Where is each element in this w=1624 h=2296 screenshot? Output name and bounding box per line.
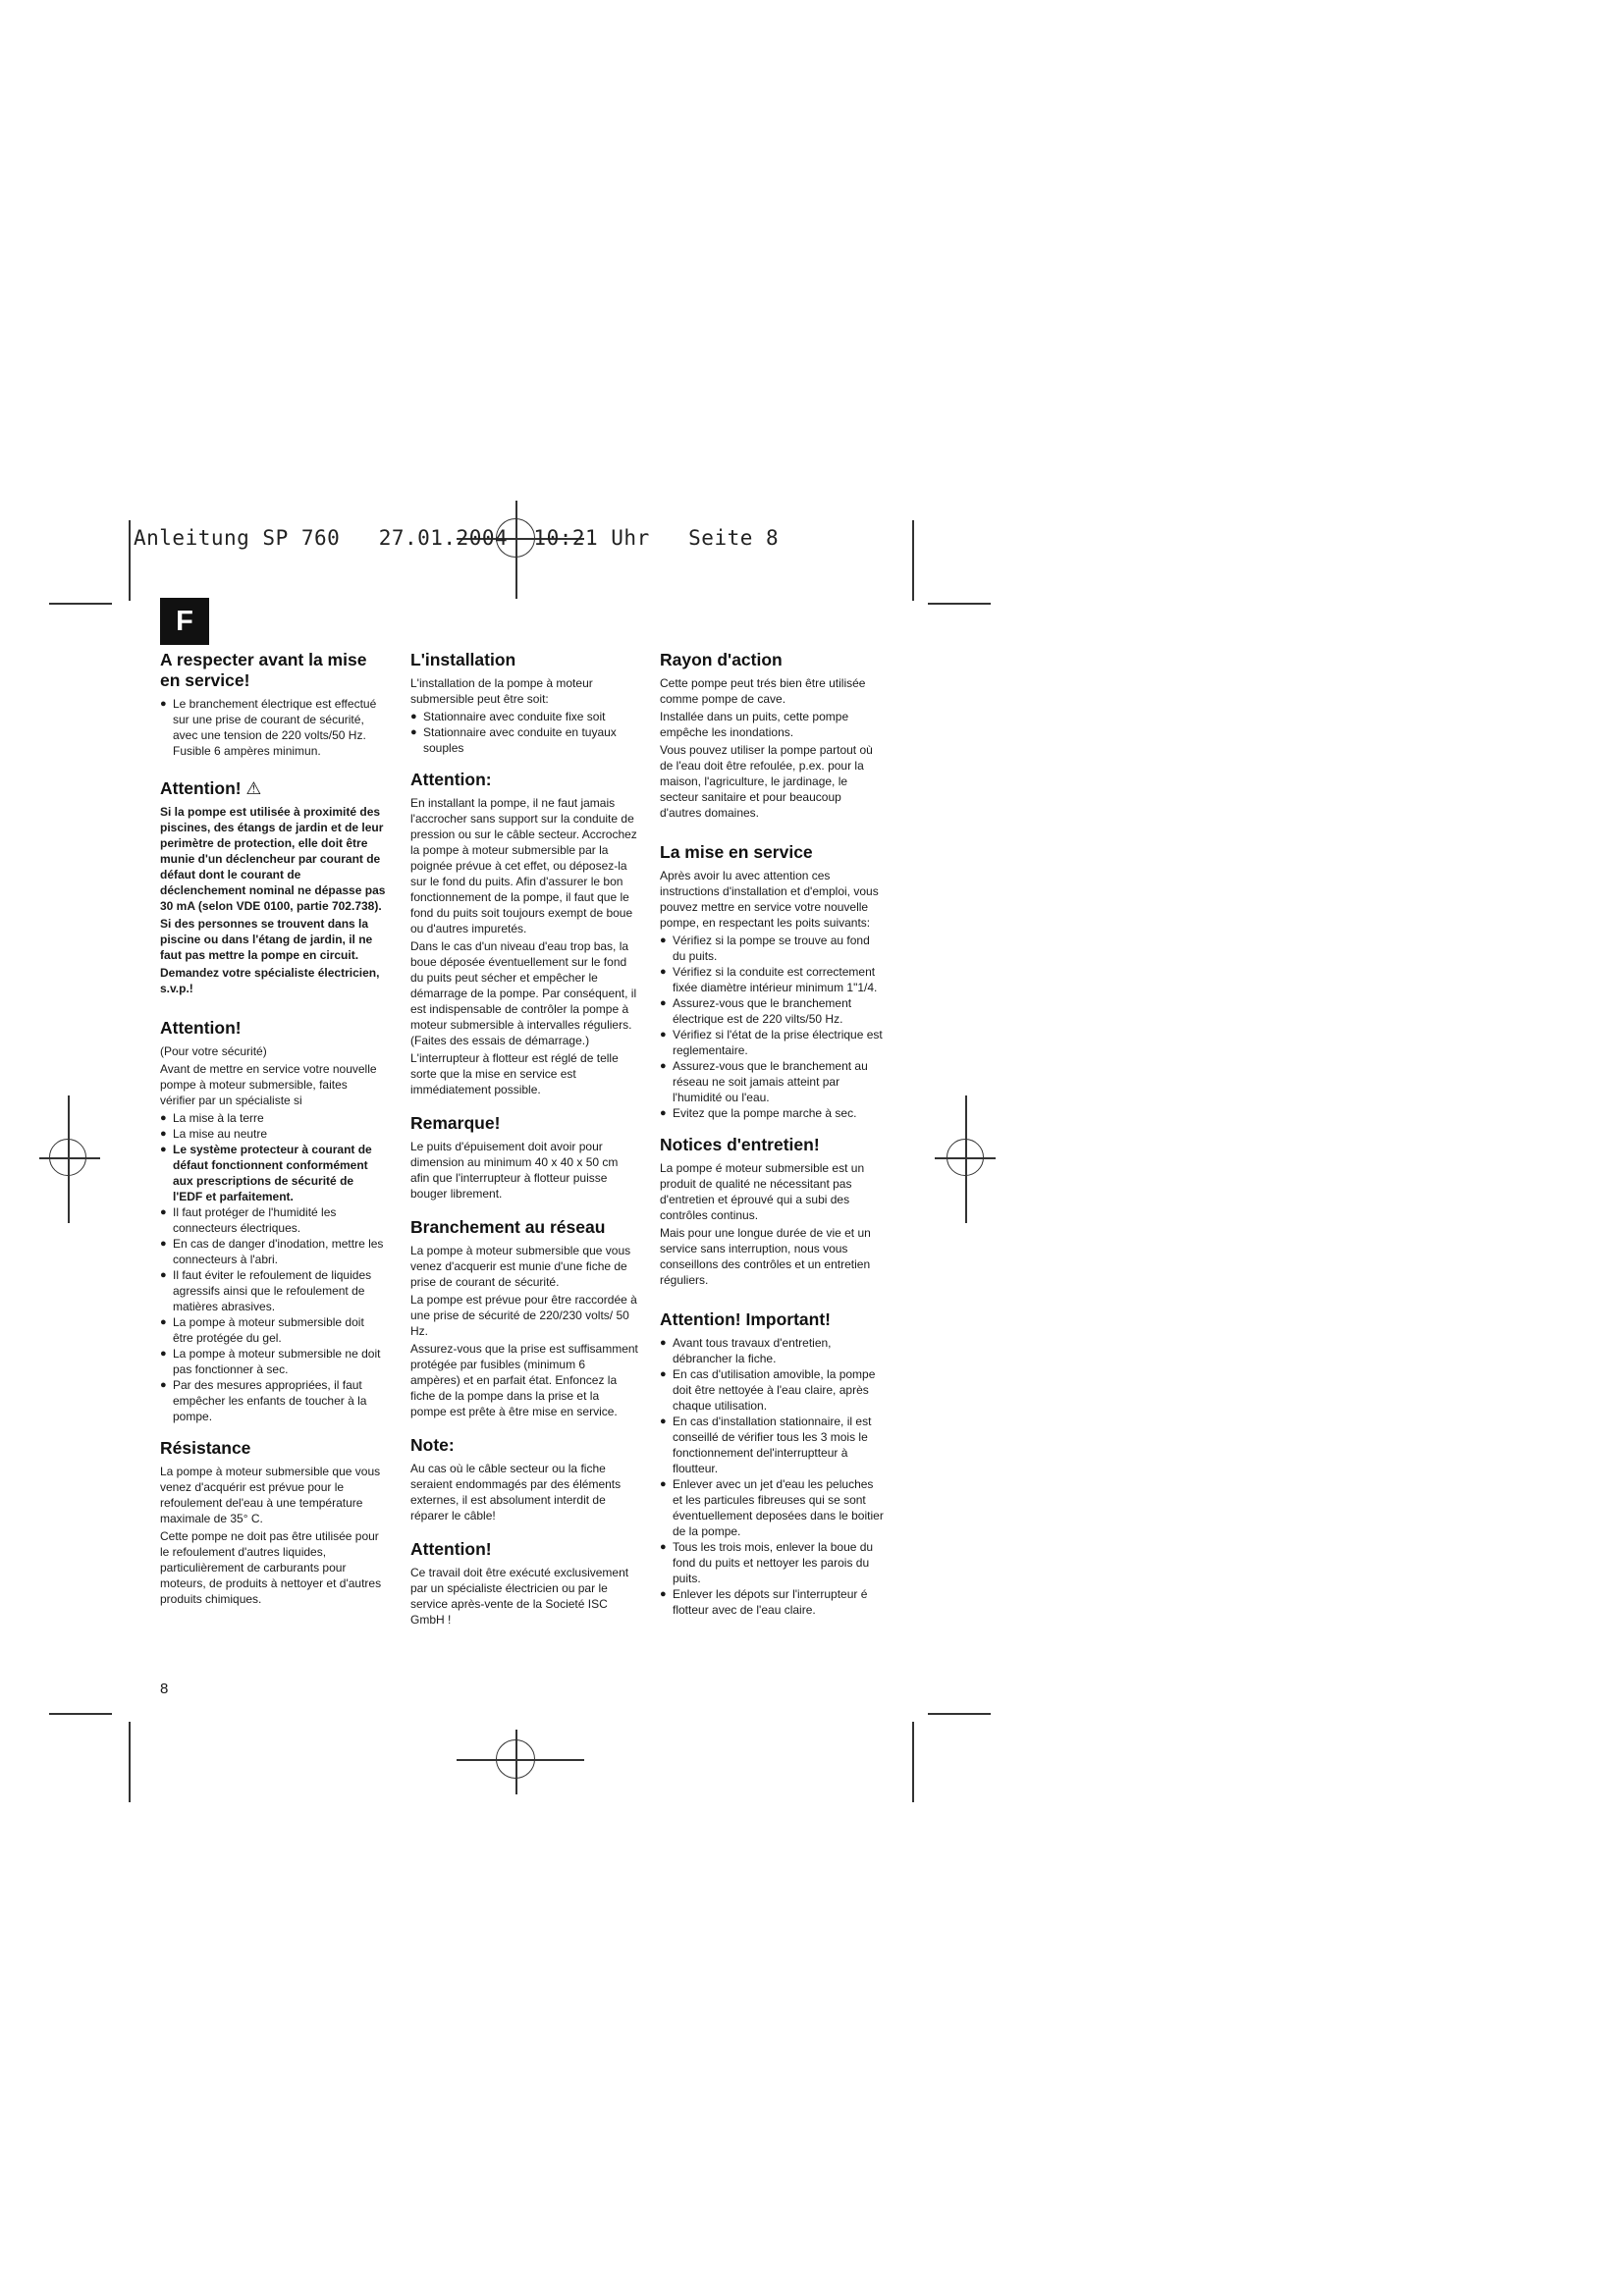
list-checks (160, 1110, 386, 1424)
crop-mark (912, 520, 914, 601)
paragraph: Après avoir lu avec attention ces instructions d'installation et d'emploi, vous pouvez mettre en service votre nouvelle pompe, en respectant les poits suivants: (660, 869, 879, 930)
list-item: ● Stationnaire avec conduite en tuyaux souples (410, 724, 638, 756)
paragraph: Ce travail doit être exécuté exclusivement par un spécialiste électricien ou par le service après-vente de la Societé ISC GmbH ! (410, 1566, 629, 1627)
paragraph: Mais pour une longue durée de vie et un service sans interruption, nous vous conseillons des contrôles et un entretien réguliers. (660, 1226, 871, 1287)
list-item: ● Vérifiez si la conduite est correctement fixée diamètre intérieur minimum 1"1/4. (660, 964, 886, 995)
heading-attention-install: Attention: (410, 770, 492, 789)
paragraph: La pompe à moteur submersible que vous venez d'acquerir est munie d'une fiche de prise de courant de sécurité. (410, 1244, 631, 1289)
column-1 (160, 650, 386, 1609)
list-item: ● En cas d'utilisation amovible, la pompe doit être nettoyée à l'eau claire, après chaque utilisation. (660, 1366, 886, 1414)
crop-mark (928, 603, 991, 605)
crop-mark (129, 520, 131, 601)
list-item: ● La mise au neutre (160, 1126, 386, 1142)
list-item: ● En cas de danger d'inodation, mettre les connecteurs à l'abri. (160, 1236, 386, 1267)
paragraph: La pompe é moteur submersible est un produit de qualité ne nécessitant pas d'entretien et éprouvé qui a subi des contrôles continus. (660, 1161, 865, 1222)
heading-rayon: Rayon d'action (660, 650, 783, 669)
list-item: ● Enlever les dépots sur l'interrupteur é flotteur avec de l'eau claire. (660, 1586, 886, 1618)
heading-mise-en-service: La mise en service (660, 842, 813, 862)
warning-text: Demandez votre spécialiste électricien, s.v.p.! (160, 966, 380, 995)
column-2 (410, 650, 638, 1629)
list-item: ● La pompe à moteur submersible doit être protégée du gel. (160, 1314, 386, 1346)
heading-important: Attention! Important! (660, 1309, 831, 1329)
crop-mark (49, 603, 112, 605)
paragraph: Cette pompe peut trés bien être utilisée comme pompe de cave. (660, 676, 866, 706)
list-item: ● Tous les trois mois, enlever la boue du fond du puits et nettoyer les parois du puits. (660, 1539, 886, 1586)
list-item: ● Par des mesures appropriées, il faut empêcher les enfants de toucher à la pompe. (160, 1377, 386, 1424)
list-mise-en-service (660, 933, 886, 1121)
list-item: ● La mise à la terre (160, 1110, 386, 1126)
paragraph: (Pour votre sécurité) (160, 1044, 267, 1058)
crop-mark (129, 1722, 131, 1802)
list-item: ● Il faut protéger de l'humidité les connecteurs électriques. (160, 1204, 386, 1236)
heading-attention-warning: Attention! ⚠ (160, 778, 262, 798)
crop-mark (928, 1713, 991, 1715)
crop-mark (912, 1722, 914, 1802)
heading-branchement: Branchement au réseau (410, 1217, 606, 1237)
list-item: ● Stationnaire avec conduite fixe soit (410, 709, 638, 724)
list-item: ● Assurez-vous que le branchement électrique est de 220 vilts/50 Hz. (660, 995, 886, 1027)
list-item: ● Vérifiez si l'état de la prise électrique est reglementaire. (660, 1027, 886, 1058)
warning-text: Si des personnes se trouvent dans la piscine ou dans l'étang de jardin, il ne faut pas mettre la pompe en circuit. (160, 917, 373, 962)
list-item: ● La pompe à moteur submersible ne doit pas fonctionner à sec. (160, 1346, 386, 1377)
paragraph: Avant de mettre en service votre nouvelle pompe à moteur submersible, faites vérifier par un spécialiste si (160, 1062, 377, 1107)
page-number: 8 (160, 1681, 169, 1697)
heading-note: Note: (410, 1435, 455, 1455)
print-slug: Anleitung SP 760 27.01.2004 10:21 Uhr Seite 8 (134, 526, 780, 550)
heading-remarque: Remarque! (410, 1113, 501, 1133)
warning-text: Si la pompe est utilisée à proximité des piscines, des étangs de jardin et de leur perimètre de protection, elle doit être munie d'un déclencheur par courant de défaut dont le courant de déclenchement nominal ne dépasse pas 30 mA (selon VDE 0100, partie 702.738). (160, 805, 386, 913)
heading-entretien: Notices d'entretien! (660, 1135, 820, 1154)
heading-attention-cable: Attention! (410, 1539, 492, 1559)
list-item: ● Vérifiez si la pompe se trouve au fond du puits. (660, 933, 886, 964)
paragraph: Cette pompe ne doit pas être utilisée pour le refoulement d'autres liquides, particulièrement de carburants pour moteurs, de produits à nettoyer et d'autres produits chimiques. (160, 1529, 382, 1606)
list-entretien (660, 1335, 886, 1618)
list-item: ● Le branchement électrique est effectué sur une prise de courant de sécurité, avec une tension de 220 volts/50 Hz. Fusible 6 ampères minimun. (160, 696, 386, 759)
paragraph: Vous pouvez utiliser la pompe partout où de l'eau doit être refoulée, p.ex. pour la maison, l'agriculture, le jardinage, le secteur sanitaire et pour beaucoup d'autres domaines. (660, 743, 873, 820)
list-item: ● Assurez-vous que le branchement au réseau ne soit jamais atteint par l'humidité ou l'eau. (660, 1058, 886, 1105)
heading-installation: L'installation (410, 650, 516, 669)
list-item: ● En cas d'installation stationnaire, il est conseillé de vérifier tous les 3 mois le fonctionnement del'interruptteur à floutteur. (660, 1414, 886, 1476)
list-item: ● Le système protecteur à courant de défaut fonctionnent conformément aux prescriptions de sécurité de l'EDF et parfaitement. (160, 1142, 386, 1204)
heading-respecter: A respecter avant la mise en service! (160, 650, 367, 690)
paragraph: L'installation de la pompe à moteur submersible peut être soit: (410, 676, 593, 706)
paragraph: Installée dans un puits, cette pompe empêche les inondations. (660, 710, 849, 739)
list-item: ● Enlever avec un jet d'eau les peluches et les particules fibreuses qui se sont éventuellement deposées dans le boitier de la pompe. (660, 1476, 886, 1539)
paragraph: La pompe est prévue pour être raccordée à une prise de sécurité de 220/230 volts/ 50 Hz. (410, 1293, 637, 1338)
heading-resistance: Résistance (160, 1438, 251, 1458)
language-tab: F (160, 598, 209, 645)
heading-attention: Attention! (160, 1018, 242, 1038)
paragraph: L'interrupteur à flotteur est réglé de telle sorte que la mise en service est immédiatement possible. (410, 1051, 619, 1096)
list-item: ● Il faut éviter le refoulement de liquides agressifs ainsi que le refoulement de matières abrasives. (160, 1267, 386, 1314)
paragraph: Assurez-vous que la prise est suffisamment protégée par fusibles (minimum 6 ampères) et en parfait état. Enfoncez la fiche de la pompe dans la prise et la pompe est prête à être mise en service. (410, 1342, 638, 1418)
list-item: ● Avant tous travaux d'entretien, débrancher la fiche. (660, 1335, 886, 1366)
list-safety (160, 696, 386, 759)
paragraph: La pompe à moteur submersible que vous venez d'acquérir est prévue pour le refoulement del'eau à une température maximale de 35° C. (160, 1465, 381, 1525)
paragraph: Le puits d'épuisement doit avoir pour dimension au minimum 40 x 40 x 50 cm afin que l'interrupteur à flotteur puisse bouger librement. (410, 1140, 619, 1201)
crop-mark (49, 1713, 112, 1715)
paragraph: Dans le cas d'un niveau d'eau trop bas, la boue déposée éventuellement sur le fond du puits peut sécher et empêcher le démarrage de la pompe. Par conséquent, il est indispensable de contrôler la pompe à moteur submersible à intervalles réguliers. (Faites des essais de démarrage.) (410, 939, 637, 1047)
column-3 (660, 650, 886, 1618)
paragraph: En installant la pompe, il ne faut jamais l'accrocher sans support sur la conduite de pression ou sur le câble secteur. Accrochez la pompe à moteur submersible par la poignée prévue à cet effet, ou déposez-la sur le fond du puits. Afin d'assurer le bon fonctionnement de la pompe, il faut que le fond du puits soit toujours exempt de boue ou d'autres impuretés. (410, 796, 637, 935)
paragraph: Au cas où le câble secteur ou la fiche seraient endommagés par des éléments externes, il est absolument interdit de réparer le câble! (410, 1462, 622, 1522)
list-installation (410, 709, 638, 756)
list-item: ● Evitez que la pompe marche à sec. (660, 1105, 886, 1121)
